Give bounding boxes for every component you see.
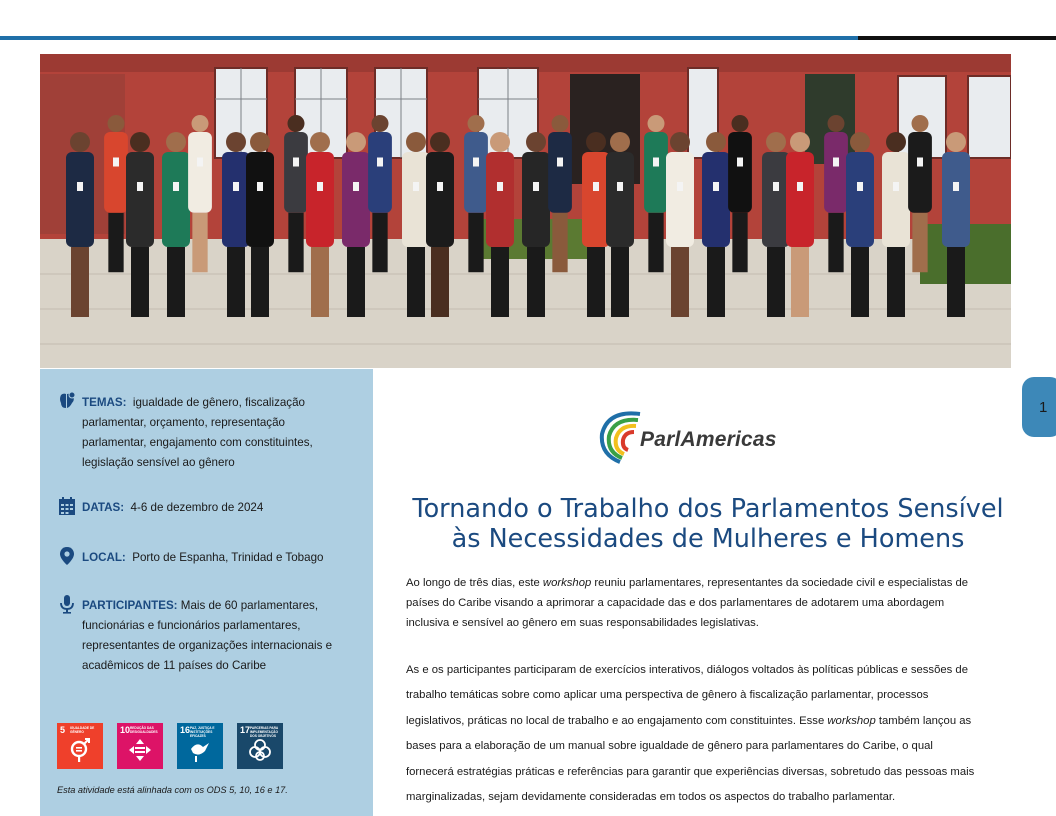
page-title [390, 494, 1026, 554]
para2-line4: bases para a elaboração de um manual sobre igualdade de gênero para parlamentares do Caribe, o qual [406, 740, 933, 753]
microphone-icon [57, 594, 77, 614]
para1-line1 [406, 573, 1016, 593]
parlamericas-logo [598, 408, 808, 468]
sdg-5-icon [57, 723, 103, 769]
sdg-17-icon [237, 723, 283, 769]
parlamericas-swirl-icon [598, 408, 646, 468]
datas-label: DATAS: [82, 501, 125, 514]
temas-label: TEMAS: [82, 396, 127, 409]
temas-block [57, 393, 313, 473]
para1-line3: inclusiva e sensível ao gênero em suas responsabilidades legislativas. [406, 617, 759, 629]
participantes-line4: acadêmicos de 11 países do Caribe [82, 659, 267, 672]
sdg-10-title: REDUÇÃO DAS DESIGUALDADES [130, 726, 158, 734]
group-photo [40, 54, 1011, 368]
temas-line3: parlamentar, engajamento com constituintes, [82, 436, 313, 449]
participantes-line2: funcionárias e funcionários parlamentares, [82, 619, 301, 632]
local-label: LOCAL: [82, 551, 126, 564]
temas-line4: legislação sensível ao gênero [82, 456, 235, 469]
location-pin-icon [57, 546, 77, 566]
sdg-10-icon [117, 723, 163, 769]
para1-l1a: Ao longo de três dias, este [406, 577, 543, 589]
para1-line2: países do Caribe visando a aprimorar a capacidade das e dos parlamentares de adotarem uma abordagem [406, 597, 945, 609]
sdg-16-number: 16 [180, 725, 191, 735]
top-rule-blue [0, 36, 858, 40]
temas-line1: igualdade de gênero, fiscalização [132, 396, 306, 409]
para2-line2: trabalho temáticas sobre como aplicar uma perspectiva de gênero à fiscalização parlamentar, processos [406, 689, 929, 702]
para2-l3em: workshop [827, 714, 876, 727]
para2-l3b: também lançou as [875, 714, 972, 727]
sdg-note: Esta atividade está alinhada com os ODS 5, 10, 16 e 17. [57, 785, 288, 795]
brain-gear-icon [57, 391, 77, 411]
participantes-label: PARTICIPANTES: [82, 599, 178, 612]
sdg-5-title: IGUALDADE DE GÊNERO [70, 726, 95, 734]
logo-text: ParlAmericas [640, 428, 777, 451]
sdg-10-number: 10 [120, 725, 131, 735]
para2-line3 [406, 709, 1016, 734]
page-number: 1 [1039, 399, 1048, 416]
para2-line5: fornecerá estratégias práticas e referências para garantir que experiências diversas, sobretudo das pessoas mais [406, 765, 975, 778]
local-value: Porto de Espanha, Trinidad e Tobago [132, 551, 324, 564]
sdg-16-icon [177, 723, 223, 769]
info-sidebar [40, 369, 373, 816]
para1-l1em: workshop [542, 577, 592, 589]
datas-block [57, 498, 263, 518]
para1-l1b: reuniu parlamentares, representantes da sociedade civil e especialistas de [591, 577, 969, 589]
para2-line1: As e os participantes participaram de exercícios interativos, diálogos voltados às políticas públicas e sessões de [406, 664, 968, 676]
temas-line2: parlamentar, orçamento, representação [82, 416, 286, 429]
participantes-line3: representantes de organizações internacionais e [82, 639, 333, 652]
calendar-icon [57, 496, 77, 516]
participantes-block [57, 596, 332, 676]
details-paragraph [406, 658, 1016, 810]
sdg-17-title: PARCERIAS PARA IMPLEMENTAÇÃO DOS OBJETIVOS [250, 726, 279, 738]
title-line-1: Tornando o Trabalho dos Parlamentos Sensível [412, 494, 1004, 524]
sdg-17-number: 17 [240, 725, 251, 735]
sdg-16-title: PAZ, JUSTIÇA E INSTITUIÇÕES EFICAZES [190, 726, 215, 738]
top-rule-black [858, 36, 1056, 40]
datas-value: 4-6 de dezembro de 2024 [130, 501, 264, 514]
para2-line6: marginalizadas, sejam devidamente consideradas em todos os aspectos do trabalho parlamentar. [406, 791, 896, 804]
title-line-2: às Necessidades de Mulheres e Homens [451, 524, 965, 554]
local-block [57, 548, 323, 568]
sdg-icons-row [57, 723, 283, 769]
para2-l3a: legislativos, práticas no local de trabalho e ao engajamento com constituintes. Esse [406, 714, 828, 727]
participantes-line1: Mais de 60 parlamentares, [180, 599, 319, 612]
intro-paragraph [406, 573, 1016, 633]
sdg-5-number: 5 [60, 725, 66, 735]
